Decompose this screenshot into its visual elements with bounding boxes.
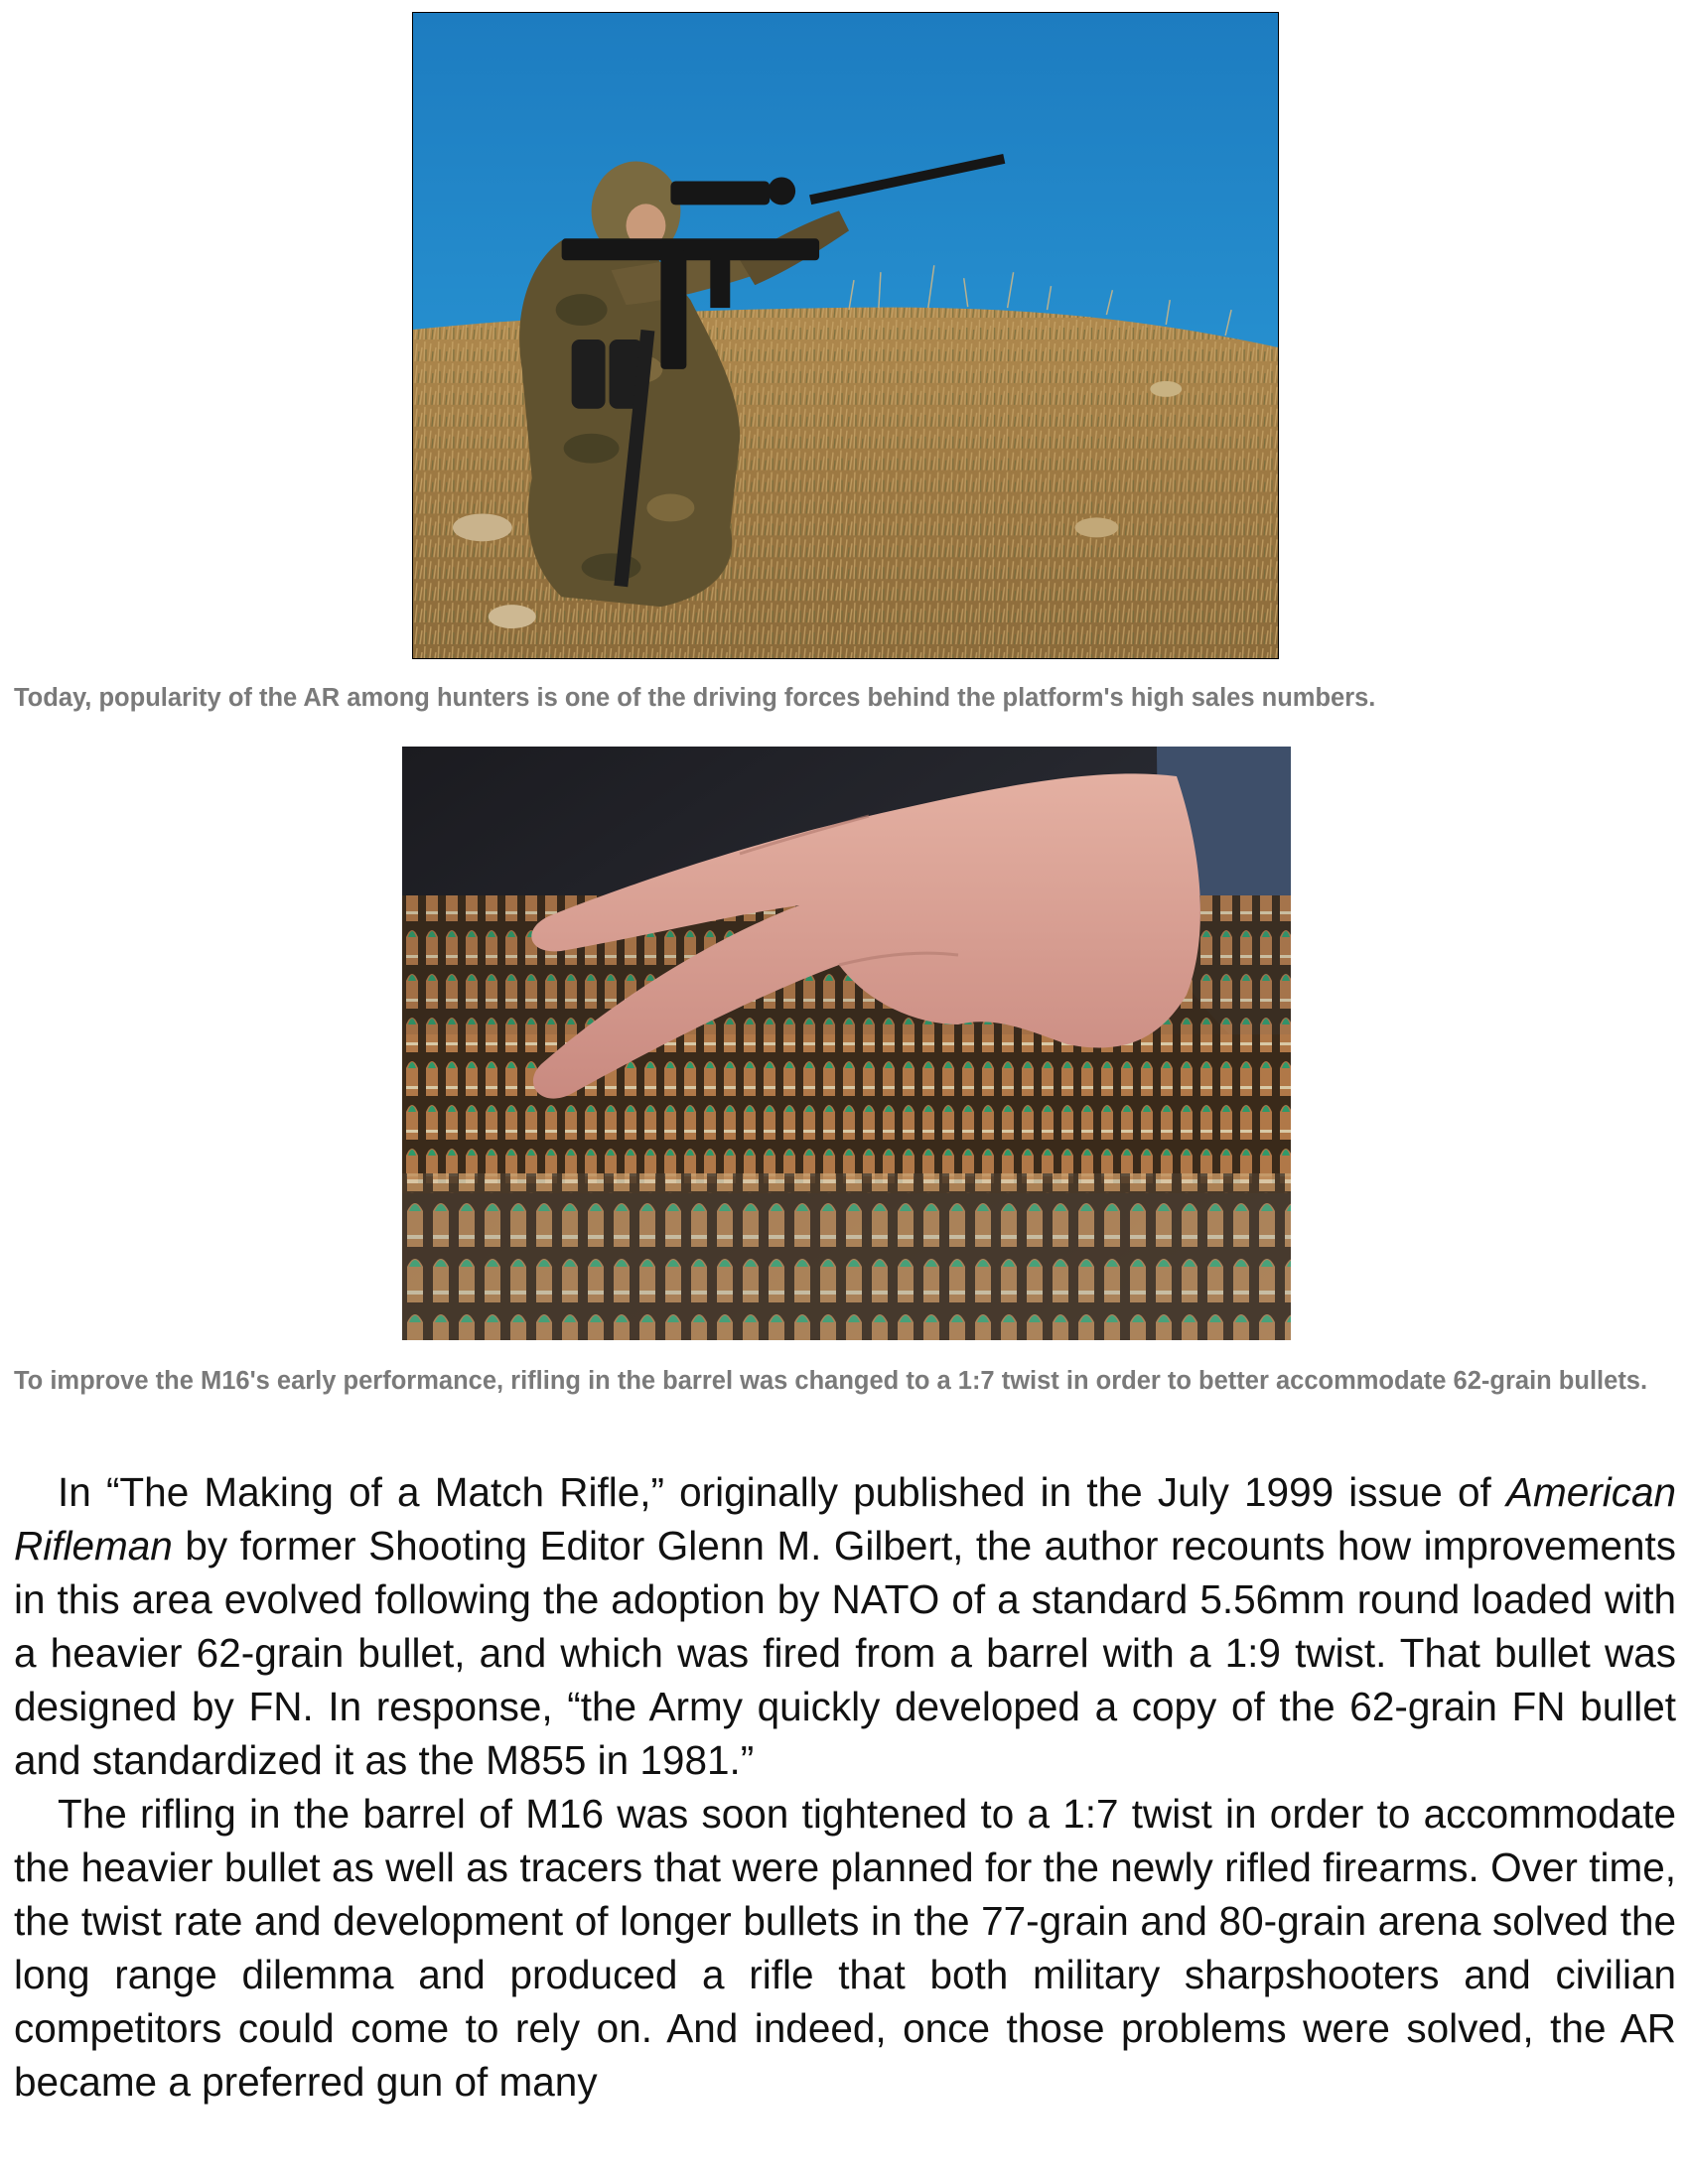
- figure-caption: To improve the M16's early performance, rifling in the barrel was changed to a 1:7 twist in order to better accommodate 62-grain bullets.: [14, 1367, 1648, 1395]
- ammunition-photo: [402, 747, 1291, 1340]
- hunter-photo: [412, 12, 1279, 659]
- paragraph-text: by former Shooting Editor Glenn M. Gilbert, the author recounts how improvements in this area evolved following the adoption by NATO of a standard 5.56mm round loaded with a heavier 62-grain bullet, and which was fired from a barrel with a 1:9 twist. That bullet was designed by FN. In response, “the Army quickly developed a copy of the 62-grain FN bullet and standardized it as the M855 in 1981.”: [14, 1523, 1676, 1783]
- figure-caption: Today, popularity of the AR among hunters is one of the driving forces behind the platform's high sales numbers.: [14, 684, 1376, 712]
- hand-over-ammunition-belt-photo-icon: [402, 747, 1291, 1340]
- paragraph-text: In “The Making of a Match Rifle,” originally published in the July 1999 issue of: [58, 1469, 1506, 1515]
- publication-title: American Rifleman: [14, 1469, 1676, 1569]
- article-body: [14, 1465, 1676, 2109]
- article-paragraph: [14, 1465, 1676, 1787]
- article-paragraph: The rifling in the barrel of M16 was soon tightened to a 1:7 twist in order to accommodate the heavier bullet as well as tracers that were planned for the newly rifled firearms. Over time, the twist rate and development of longer bullets in the 77-grain and 80-grain arena solved the long range dilemma and produced a rifle that both military sharpshooters and civilian competitors could come to rely on. And indeed, once those problems were solved, the AR became a preferred gun of many: [14, 1791, 1676, 2105]
- hunter-with-ar-rifle-photo-icon: [413, 13, 1278, 658]
